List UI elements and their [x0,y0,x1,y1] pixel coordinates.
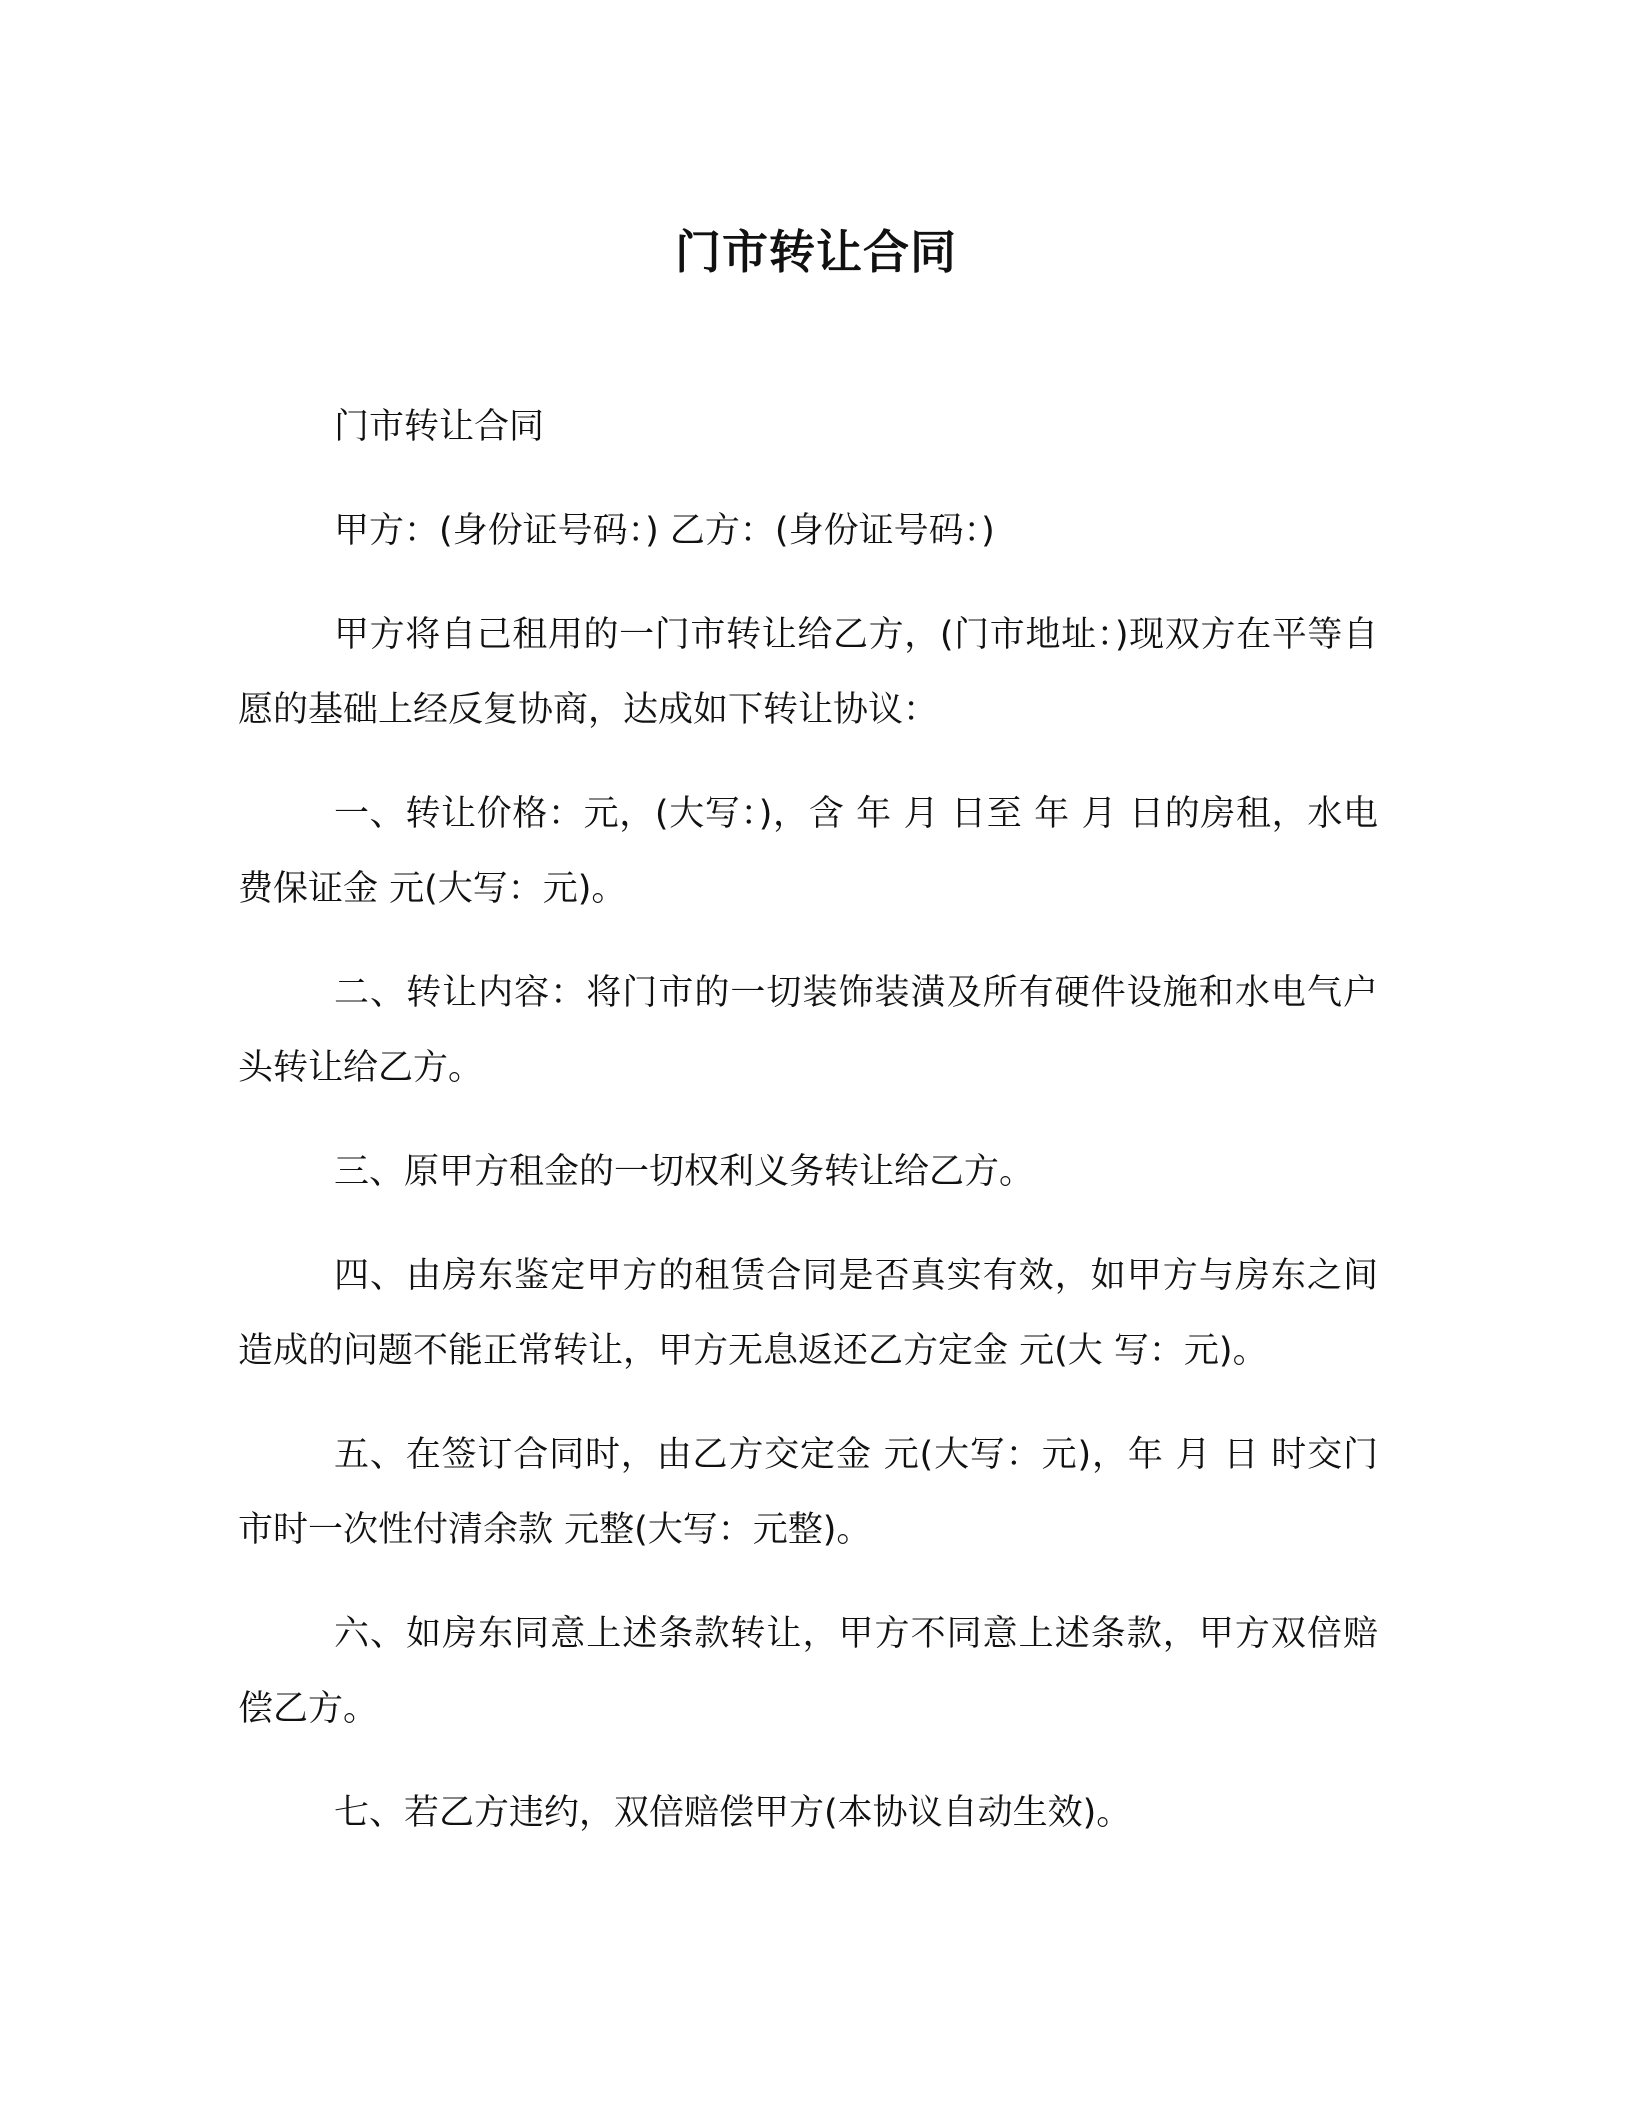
clause-6-compensation: 六、如房东同意上述条款转让，甲方不同意上述条款，甲方双倍赔偿乙方。 [238,1614,1378,1729]
paragraph-parties: 甲方：(身份证号码：) 乙方：(身份证号码：) [334,511,995,551]
clause-5-deposit: 五、在签订合同时，由乙方交定金 元(大写：元)，年 月 日 时交门市时一次性付清余款 元整(大写：元整)。 [238,1435,1378,1550]
paragraph-heading: 门市转让合同 [334,407,545,447]
clause-4-verification: 四、由房东鉴定甲方的租赁合同是否真实有效，如甲方与房东之间造成的问题不能正常转让，甲方无息返还乙方定金 元(大 写：元)。 [238,1256,1378,1371]
clause-3-rights: 三、原甲方租金的一切权利义务转让给乙方。 [334,1152,1035,1192]
clause-1-price: 一、转让价格：元，(大写：)，含 年 月 日至 年 月 日的房租，水电费保证金 元(大写：元)。 [238,794,1378,909]
clause-7-breach: 七、若乙方违约，双倍赔偿甲方(本协议自动生效)。 [334,1793,1132,1833]
document-body [238,390,1378,1880]
document-title: 门市转让合同 [675,225,957,279]
paragraph-intro: 甲方将自己租用的一门市转让给乙方，(门市地址：)现双方在平等自愿的基础上经反复协商，达成如下转让协议： [238,615,1378,730]
clause-2-content: 二、转让内容：将门市的一切装饰装潢及所有硬件设施和水电气户头转让给乙方。 [238,973,1378,1088]
